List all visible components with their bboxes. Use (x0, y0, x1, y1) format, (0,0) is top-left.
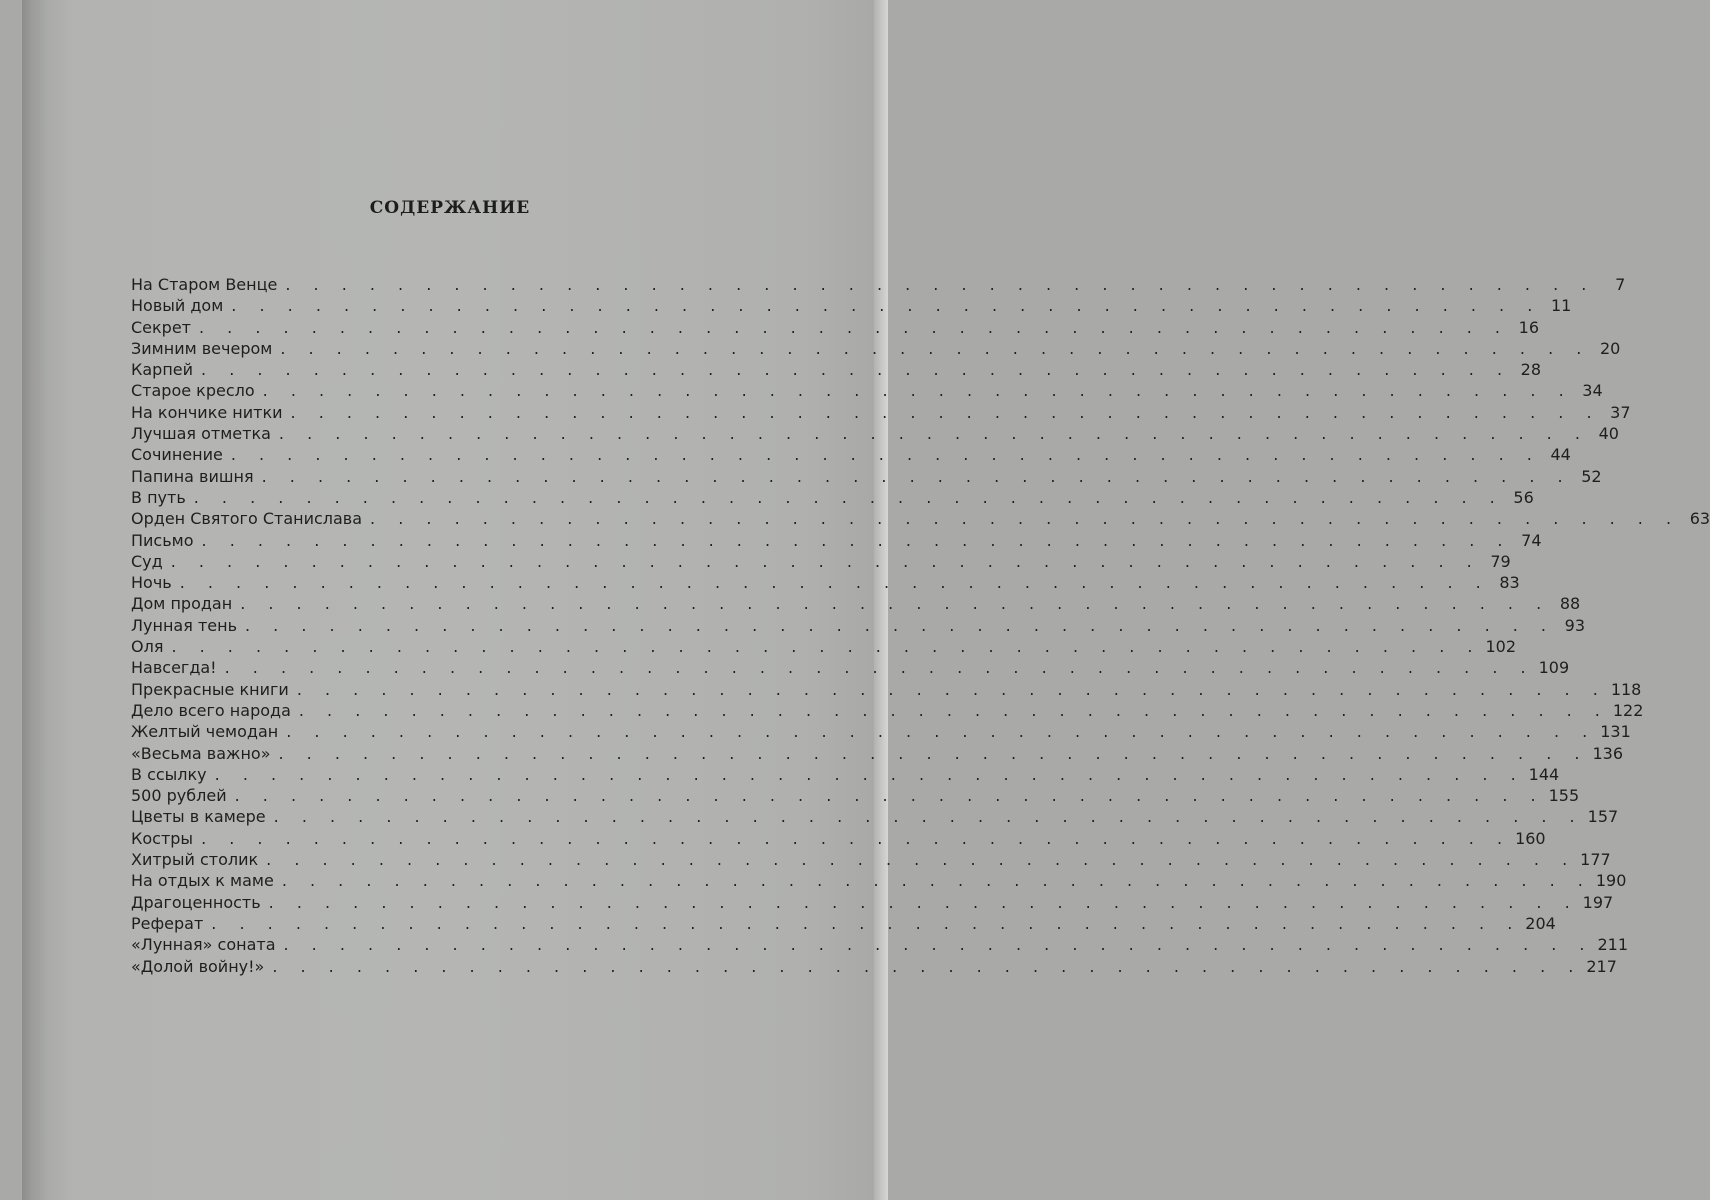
toc-entry-title: На Старом Венце (131, 275, 278, 294)
dot-leader: . . . . . . . . . . . . . . . . . . . . . . . . . . . . . . . . . . . . . . . . . . . . . . . (201, 360, 1512, 380)
toc-entry-page: 93 (1564, 615, 1585, 635)
toc-entry (131, 700, 1644, 721)
toc-entry-page: 109 (1538, 658, 1570, 678)
dot-leader: . . . . . . . . . . . . . . . . . . . . . . . . . . . . . . . . . . . . . . . . . . . . . . . (201, 530, 1512, 550)
toc-entry-page: 44 (1550, 445, 1571, 465)
toc-entry (131, 892, 1614, 913)
dot-leader: . . . . . . . . . . . . . . . . . . . . . . . . . . . . . . . . . . . . . . . . . . . . . . . (240, 594, 1551, 614)
toc-entry-page: 7 (1615, 275, 1626, 294)
toc-entry-title: В ссылку (131, 764, 207, 784)
toc-entry (131, 764, 1560, 785)
toc-entry-page: 11 (1550, 296, 1572, 316)
toc-entry (131, 530, 1542, 551)
toc-entry (131, 572, 1520, 593)
toc-entry-page: 40 (1598, 424, 1619, 444)
toc-entry-page: 197 (1582, 892, 1614, 912)
toc-entry-page: 136 (1592, 743, 1624, 763)
toc-entry-page: 102 (1485, 637, 1516, 657)
toc-entry-page: 144 (1528, 764, 1560, 784)
dot-leader: . . . . . . . . . . . . . . . . . . . . . . . . . . . . . . . . . . . . . . . . . . . . . . . (193, 487, 1504, 507)
toc-entry-title: «Долой войну!» (131, 956, 265, 976)
dot-leader: . . . . . . . . . . . . . . . . . . . . . . . . . . . . . . . . . . . . . . . . . . . . . . . (266, 850, 1577, 870)
dot-leader: . . . . . . . . . . . . . . . . . . . . . . . . . . . . . . . . . . . . . . . . . . . . . . . (285, 275, 1596, 294)
toc-entry-page: 204 (1525, 913, 1556, 933)
toc-entry-page: 34 (1582, 381, 1603, 401)
toc-entry-title: Папина вишня (131, 466, 254, 486)
dot-leader: . . . . . . . . . . . . . . . . . . . . . . . . . . . . . . . . . . . . . . . . . . . . . . . (214, 764, 1525, 784)
toc-entry-page: 190 (1595, 871, 1627, 891)
table-of-contents (131, 274, 1710, 977)
dot-leader: . . . . . . . . . . . . . . . . . . . . . . . . . . . . . . . . . . . . . . . . . . . . . . . (272, 956, 1583, 976)
toc-entry (131, 849, 1611, 870)
toc-entry (131, 870, 1627, 891)
toc-entry-page: 63 (1689, 509, 1710, 529)
toc-entry (131, 956, 1617, 977)
toc-entry-title: На отдых к маме (131, 871, 274, 891)
toc-entry-page: 177 (1580, 850, 1611, 870)
dot-leader: . . . . . . . . . . . . . . . . . . . . . . . . . . . . . . . . . . . . . . . . . . . . . . . (224, 658, 1535, 678)
toc-entry-page: 52 (1581, 466, 1602, 486)
toc-entry-page: 157 (1587, 807, 1619, 827)
dot-leader: . . . . . . . . . . . . . . . . . . . . . . . . . . . . . . . . . . . . . . . . . . . . . . . (278, 424, 1589, 444)
toc-entry (131, 551, 1511, 572)
toc-entry-title: Карпей (131, 360, 194, 380)
dot-leader: . . . . . . . . . . . . . . . . . . . . . . . . . . . . . . . . . . . . . . . . . . . . . . . (370, 509, 1681, 529)
toc-entry-title: Орден Святого Станислава (131, 509, 363, 529)
toc-entry-page: 131 (1600, 722, 1631, 742)
toc-entry (131, 466, 1602, 487)
toc-entry-title: Старое кресло (131, 381, 255, 401)
toc-entry-title: В путь (131, 487, 186, 507)
toc-entry (131, 806, 1619, 827)
toc-entry (131, 593, 1581, 614)
dot-leader: . . . . . . . . . . . . . . . . . . . . . . . . . . . . . . . . . . . . . . . . . . . . . . . (296, 679, 1607, 699)
toc-entry (131, 274, 1626, 295)
dot-leader: . . . . . . . . . . . . . . . . . . . . . . . . . . . . . . . . . . . . . . . . . . . . . . . (283, 935, 1594, 955)
toc-entry (131, 508, 1710, 529)
toc-entry-title: Прекрасные книги (131, 679, 289, 699)
toc-entry-page: 160 (1515, 828, 1546, 848)
toc-entry-page: 155 (1548, 786, 1580, 806)
toc-entry-title: «Весьма важно» (131, 743, 271, 763)
toc-entry (131, 721, 1631, 742)
dot-leader: . . . . . . . . . . . . . . . . . . . . . . . . . . . . . . . . . . . . . . . . . . . . . . . (201, 828, 1512, 848)
toc-entry (131, 359, 1542, 380)
dot-leader: . . . . . . . . . . . . . . . . . . . . . . . . . . . . . . . . . . . . . . . . . . . . . . . (234, 786, 1545, 806)
toc-entry (131, 487, 1534, 508)
dot-leader: . . . . . . . . . . . . . . . . . . . . . . . . . . . . . . . . . . . . . . . . . . . . . . . (298, 700, 1609, 720)
toc-entry-title: Желтый чемодан (131, 722, 279, 742)
toc-entry-page: 122 (1612, 700, 1644, 720)
toc-entry (131, 679, 1642, 700)
toc-entry-page: 56 (1513, 487, 1534, 507)
toc-entry-title: Сочинение (131, 445, 223, 465)
toc-entry (131, 913, 1556, 934)
dot-leader: . . . . . . . . . . . . . . . . . . . . . . . . . . . . . . . . . . . . . . . . . . . . . . . (211, 913, 1522, 933)
toc-entry-title: «Лунная» соната (131, 935, 276, 955)
toc-entry-page: 28 (1520, 360, 1542, 380)
toc-entry (131, 317, 1539, 338)
toc-entry (131, 657, 1570, 678)
toc-entry-title: Реферат (131, 913, 204, 933)
toc-entry-title: Секрет (131, 317, 191, 337)
toc-entry-title: Письмо (131, 530, 194, 550)
dot-leader: . . . . . . . . . . . . . . . . . . . . . . . . . . . . . . . . . . . . . . . . . . . . . . . (199, 317, 1509, 337)
toc-entry-title: Навсегда! (131, 658, 217, 678)
toc-entry-page: 211 (1597, 935, 1629, 955)
dot-leader: . . . . . . . . . . . . . . . . . . . . . . . . . . . . . . . . . . . . . . . . . . . . . . . (280, 338, 1591, 358)
dot-leader: . . . . . . . . . . . . . . . . . . . . . . . . . . . . . . . . . . . . . . . . . . . . . . . (231, 296, 1542, 316)
dot-leader: . . . . . . . . . . . . . . . . . . . . . . . . . . . . . . . . . . . . . . . . . . . . . . . (170, 551, 1481, 571)
toc-entry (131, 615, 1585, 636)
spine-shadow (22, 0, 48, 1200)
toc-entry-page: 217 (1586, 956, 1617, 976)
dot-leader: . . . . . . . . . . . . . . . . . . . . . . . . . . . . . . . . . . . . . . . . . . . . . . . (278, 743, 1589, 763)
dot-leader: . . . . . . . . . . . . . . . . . . . . . . . . . . . . . . . . . . . . . . . . . . . . . . . (245, 615, 1555, 635)
dot-leader: . . . . . . . . . . . . . . . . . . . . . . . . . . . . . . . . . . . . . . . . . . . . . . . (286, 722, 1597, 742)
toc-entry-title: Драгоценность (131, 892, 261, 912)
toc-entry-page: 83 (1499, 573, 1520, 593)
toc-entry (131, 444, 1571, 465)
toc-entry-title: На кончике нитки (131, 402, 283, 422)
toc-entry-title: Суд (131, 551, 163, 571)
toc-entry-page: 79 (1490, 551, 1511, 571)
toc-entry (131, 743, 1624, 764)
toc-entry-title: Лучшая отметка (131, 424, 271, 444)
contents-heading: СОДЕРЖАНИЕ (369, 198, 531, 218)
toc-entry-title: Лунная тень (131, 615, 237, 635)
dot-leader: . . . . . . . . . . . . . . . . . . . . . . . . . . . . . . . . . . . . . . . . . . . . . . . (171, 637, 1482, 657)
toc-entry-title: Оля (131, 637, 164, 657)
dot-leader: . . . . . . . . . . . . . . . . . . . . . . . . . . . . . . . . . . . . . . . . . . . . . . . (230, 445, 1541, 465)
toc-entry-title: Хитрый столик (131, 850, 259, 870)
toc-entry-page: 16 (1518, 317, 1539, 337)
toc-entry (131, 380, 1603, 401)
toc-entry (131, 828, 1546, 849)
dot-leader: . . . . . . . . . . . . . . . . . . . . . . . . . . . . . . . . . . . . . . . . . . . . . . . (262, 381, 1573, 401)
toc-entry-title: Цветы в камере (131, 807, 266, 827)
dot-leader: . . . . . . . . . . . . . . . . . . . . . . . . . . . . . . . . . . . . . . . . . . . . . . . (179, 573, 1490, 593)
toc-entry-page: 20 (1599, 338, 1621, 358)
toc-entry-page: 88 (1559, 594, 1581, 614)
toc-entry-title: Новый дом (131, 296, 224, 316)
dot-leader: . . . . . . . . . . . . . . . . . . . . . . . . . . . . . . . . . . . . . . . . . . . . . . . (281, 871, 1592, 891)
toc-entry (131, 785, 1580, 806)
toc-entry-page: 37 (1610, 402, 1631, 422)
toc-entry-title: Зимним вечером (131, 338, 273, 358)
toc-entry-page: 74 (1521, 530, 1542, 550)
dot-leader: . . . . . . . . . . . . . . . . . . . . . . . . . . . . . . . . . . . . . . . . . . . . . . . (268, 892, 1579, 912)
toc-entry-title: Костры (131, 828, 194, 848)
toc-entry (131, 402, 1631, 423)
toc-entry (131, 338, 1621, 359)
toc-entry-title: 500 рублей (131, 786, 227, 806)
toc-entry-title: Дом продан (131, 594, 233, 614)
toc-entry (131, 423, 1619, 444)
dot-leader: . . . . . . . . . . . . . . . . . . . . . . . . . . . . . . . . . . . . . . . . . . . . . . . (273, 807, 1584, 827)
toc-entry (131, 295, 1572, 316)
toc-entry-title: Дело всего народа (131, 700, 291, 720)
dot-leader: . . . . . . . . . . . . . . . . . . . . . . . . . . . . . . . . . . . . . . . . . . . . . . . (290, 402, 1601, 422)
toc-entry-page: 118 (1610, 679, 1642, 699)
toc-entry (131, 934, 1629, 955)
dot-leader: . . . . . . . . . . . . . . . . . . . . . . . . . . . . . . . . . . . . . . . . . . . . . . . (261, 466, 1572, 486)
toc-entry-title: Ночь (131, 573, 172, 593)
toc-entry (131, 636, 1516, 657)
